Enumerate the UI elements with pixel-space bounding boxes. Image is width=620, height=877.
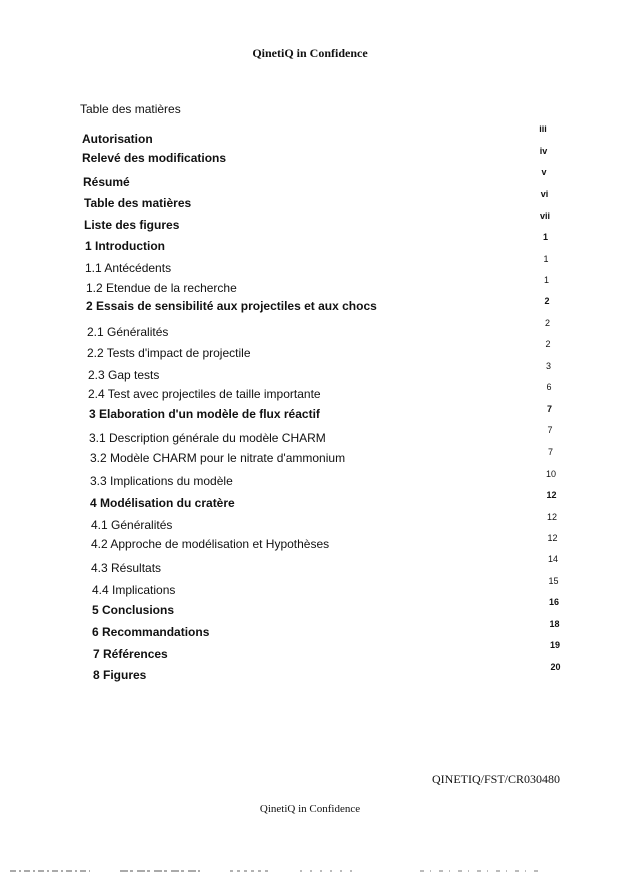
- toc-entry-page: 12: [547, 533, 558, 543]
- toc-entry-label: Relevé des modifications: [82, 151, 227, 165]
- toc-entry-label: 4 Modélisation du cratère: [90, 496, 235, 510]
- toc-entry-label: 2 Essais de sensibilité aux projectiles et aux chocs: [86, 299, 377, 313]
- scan-artifacts: [0, 868, 620, 874]
- toc-entry-page: 12: [546, 512, 557, 522]
- toc-entry-page: v: [541, 167, 547, 177]
- toc-entry-label: 2.3 Gap tests: [88, 368, 160, 382]
- toc-entry-page: vii: [539, 211, 550, 221]
- toc-entry-page: 15: [548, 576, 559, 586]
- toc-entry-label: 1.1 Antécédents: [85, 261, 172, 275]
- page-header: QinetiQ in Confidence: [252, 46, 368, 60]
- toc-entry-page: 14: [547, 554, 558, 564]
- page-footer: QinetiQ in Confidence: [259, 803, 361, 815]
- toc-entry-label: 1 Introduction: [85, 239, 165, 253]
- toc-entry-page: 2: [544, 318, 550, 328]
- toc-entry-label: 6 Recommandations: [92, 625, 210, 639]
- toc-entry-page: iii: [539, 124, 547, 134]
- toc-entry-page: 19: [549, 640, 560, 650]
- toc-entry-page: 7: [547, 425, 553, 435]
- toc-entry-label: 4.3 Résultats: [91, 561, 162, 575]
- toc-entry-label: 8 Figures: [93, 668, 147, 682]
- toc-entry-label: 3.3 Implications du modèle: [90, 474, 233, 488]
- toc-entry-label: 1.2 Etendue de la recherche: [86, 281, 237, 295]
- toc-entry-page: 20: [550, 662, 561, 672]
- toc-entry-page: 2: [544, 296, 550, 306]
- toc-entry-label: 2.4 Test avec projectiles de taille importante: [88, 387, 321, 401]
- toc-entry-label: 7 Références: [93, 647, 168, 661]
- toc-entry-page: 1: [543, 275, 549, 285]
- toc-entry-page: iv: [539, 146, 548, 156]
- toc-entry-label: 4.1 Généralités: [91, 518, 173, 532]
- toc-entry-page: 7: [547, 447, 553, 457]
- toc-entry-label: 2.1 Généralités: [87, 325, 169, 339]
- toc-entry-page: 12: [546, 490, 557, 500]
- toc-entry-label: 3 Elaboration d'un modèle de flux réactif: [89, 407, 320, 421]
- toc-entry-label: 4.2 Approche de modélisation et Hypothèses: [91, 537, 330, 551]
- toc-entry-label: Autorisation: [82, 132, 153, 146]
- toc-entry-label: 5 Conclusions: [92, 603, 175, 617]
- toc-entry-label: Liste des figures: [84, 218, 180, 232]
- toc-entry-label: 3.2 Modèle CHARM pour le nitrate d'ammonium: [90, 451, 346, 465]
- toc-entry-page: 7: [546, 404, 552, 414]
- toc-entry-page: 2: [545, 339, 551, 349]
- toc-entry-page: 10: [545, 469, 556, 479]
- toc-entry-page: 16: [548, 597, 559, 607]
- toc-entry-label: 4.4 Implications: [92, 583, 176, 597]
- toc-entry-page: 6: [546, 382, 552, 392]
- toc-entry-label: 2.2 Tests d'impact de projectile: [87, 346, 251, 360]
- toc-entry-label: Résumé: [83, 175, 130, 189]
- toc-entry-page: vi: [540, 189, 549, 199]
- toc-entry-page: 1: [542, 232, 548, 242]
- toc-title: Table des matières: [80, 102, 181, 116]
- toc-entry-page: 18: [549, 619, 560, 629]
- toc-entry-page: 1: [543, 254, 549, 264]
- toc-entry-page: 3: [545, 361, 551, 371]
- toc-entry-label: Table des matières: [84, 196, 192, 210]
- document-reference: QINETIQ/FST/CR030480: [432, 772, 561, 786]
- toc-entry-label: 3.1 Description générale du modèle CHARM: [89, 431, 326, 445]
